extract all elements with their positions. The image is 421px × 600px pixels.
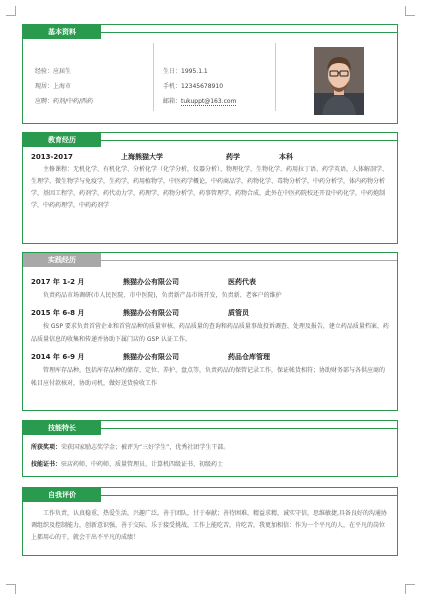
column-divider xyxy=(153,43,154,111)
job-role-1: 医药代表 xyxy=(228,278,256,286)
honor-row xyxy=(31,439,389,456)
job-company-3: 熊猫办公有限公司 xyxy=(123,353,179,361)
job-row-2 xyxy=(31,306,389,320)
birth-label: 生日： xyxy=(163,68,182,75)
email-value[interactable]: tukuppt@163.com xyxy=(181,98,237,105)
education-header xyxy=(23,133,397,147)
job-company-1: 熊猫办公有限公司 xyxy=(123,278,179,286)
self-eval-header xyxy=(23,488,397,502)
practice-title: 实践经历 xyxy=(23,253,101,267)
honor-label: 所获奖项： xyxy=(31,444,62,451)
education-section xyxy=(22,132,398,244)
birth-value: 1995.1.1 xyxy=(181,68,208,75)
practice-section xyxy=(22,252,398,411)
job-role-3: 药品仓库管理 xyxy=(228,353,270,361)
photo-divider xyxy=(275,43,276,111)
basic-info-title: 基本资料 xyxy=(23,25,101,39)
education-body xyxy=(23,147,397,216)
job-desc-3: 管理库存品种，包括库存品种的储存、定位、养护、盘点等，负责药品的保管记录工作，保证帐货相符；协助财务部与各供应商的帐目应付款核对，协助司机，做好送货验收工作 xyxy=(31,367,386,387)
skills-body xyxy=(23,435,397,477)
phone-value: 12345678910 xyxy=(181,83,224,90)
self-eval-text: 工作负责，认真稳重，热爱生活，兴趣广泛，善于团队，甘于奉献；善待困难，精益求精，诚实守信，思维敏捷,具备良好的沟通协调组织及控制能力，创新意识强，善于交际，乐于接受挑战，工作上能吃苦，肯吃苦，我更加相信：作为一个平凡的人，在平凡的岗位上都用心的干，就会干出不平凡的成绩！ xyxy=(31,510,387,541)
crop-mark-bottom-left xyxy=(6,584,16,594)
education-major: 药学 xyxy=(226,153,240,161)
self-eval-section xyxy=(22,487,398,556)
skills-header xyxy=(23,421,397,435)
job-company-2: 熊猫办公有限公司 xyxy=(123,309,179,317)
email-label: 邮箱： xyxy=(163,98,182,105)
job-period-2: 2015 年 6-8 月 xyxy=(31,309,85,317)
education-courses: 主修课程：无机化学、有机化学、分析化学（化学分析，仪器分析）、物理化学、生物化学、药用拉丁语、药学英语，人体解剖学、生理学、微生物学与免疫学，生药学，药用植物学，中医药学概论，中药商品学，药物化学、毒物分析学，中药分析学，体内药物分析学，基因工程学，药剂学，药代动力学，药理学，药物分析学，药事管理学，药物合成，此外在中医药院校还开设中药化学，中药炮制学，中药药理学，中药药剂学 xyxy=(31,166,389,209)
job-desc-1: 负责药品市场调研(市人民医院、市中医院)，负责新产品市场开发，负责新、老客户的维护 xyxy=(43,292,282,299)
job-desc-2: 按 GSP 要求负责首营企业和首营品种的质量审核、药品质量的查询和药品质量事故投诉调查、处理及报告，建立药品质量档案、药品质量信息的收集和传递并协助下属门店的 GSP 认证工作。 xyxy=(31,323,389,343)
job-row-1 xyxy=(31,275,389,289)
phone-row xyxy=(163,81,223,90)
cert-row xyxy=(31,456,389,473)
skills-title: 技能特长 xyxy=(23,421,101,435)
cert-value: 驻店药师、中药师、质量管理员、计算机四级证书、初级药士 xyxy=(61,461,224,468)
education-row xyxy=(31,150,389,164)
job-row-3 xyxy=(31,350,389,364)
practice-header xyxy=(23,253,397,267)
birth-row xyxy=(163,66,208,75)
basic-info-section xyxy=(22,24,398,124)
education-degree: 本科 xyxy=(279,153,293,161)
crop-mark-top-left xyxy=(6,6,16,16)
crop-mark-top-right xyxy=(405,6,415,16)
crop-mark-bottom-right xyxy=(405,584,415,594)
phone-label: 手机： xyxy=(163,83,182,90)
honor-value: 荣获国家励志奖学金；被评为“三好学生”，优秀社团学生干部。 xyxy=(61,444,230,451)
practice-body xyxy=(23,267,397,394)
experience-text: 经验：应届生 xyxy=(35,68,72,75)
education-period: 2013-2017 xyxy=(31,153,73,161)
position-text: 应聘：药剂/中药/西药 xyxy=(35,98,94,105)
self-eval-title: 自我评价 xyxy=(23,488,101,502)
basic-info-header xyxy=(23,25,397,39)
cert-label: 技能证书： xyxy=(31,461,62,468)
email-row xyxy=(163,96,236,105)
job-period-3: 2014 年 6-9 月 xyxy=(31,353,85,361)
skills-section xyxy=(22,420,398,477)
education-school: 上海熊猫大学 xyxy=(121,153,163,161)
education-title: 教育经历 xyxy=(23,133,101,147)
residence-text: 现居：上海市 xyxy=(35,83,72,90)
job-role-2: 质管员 xyxy=(228,309,249,317)
job-period-1: 2017 年 1-2 月 xyxy=(31,278,85,286)
profile-photo xyxy=(314,47,364,115)
